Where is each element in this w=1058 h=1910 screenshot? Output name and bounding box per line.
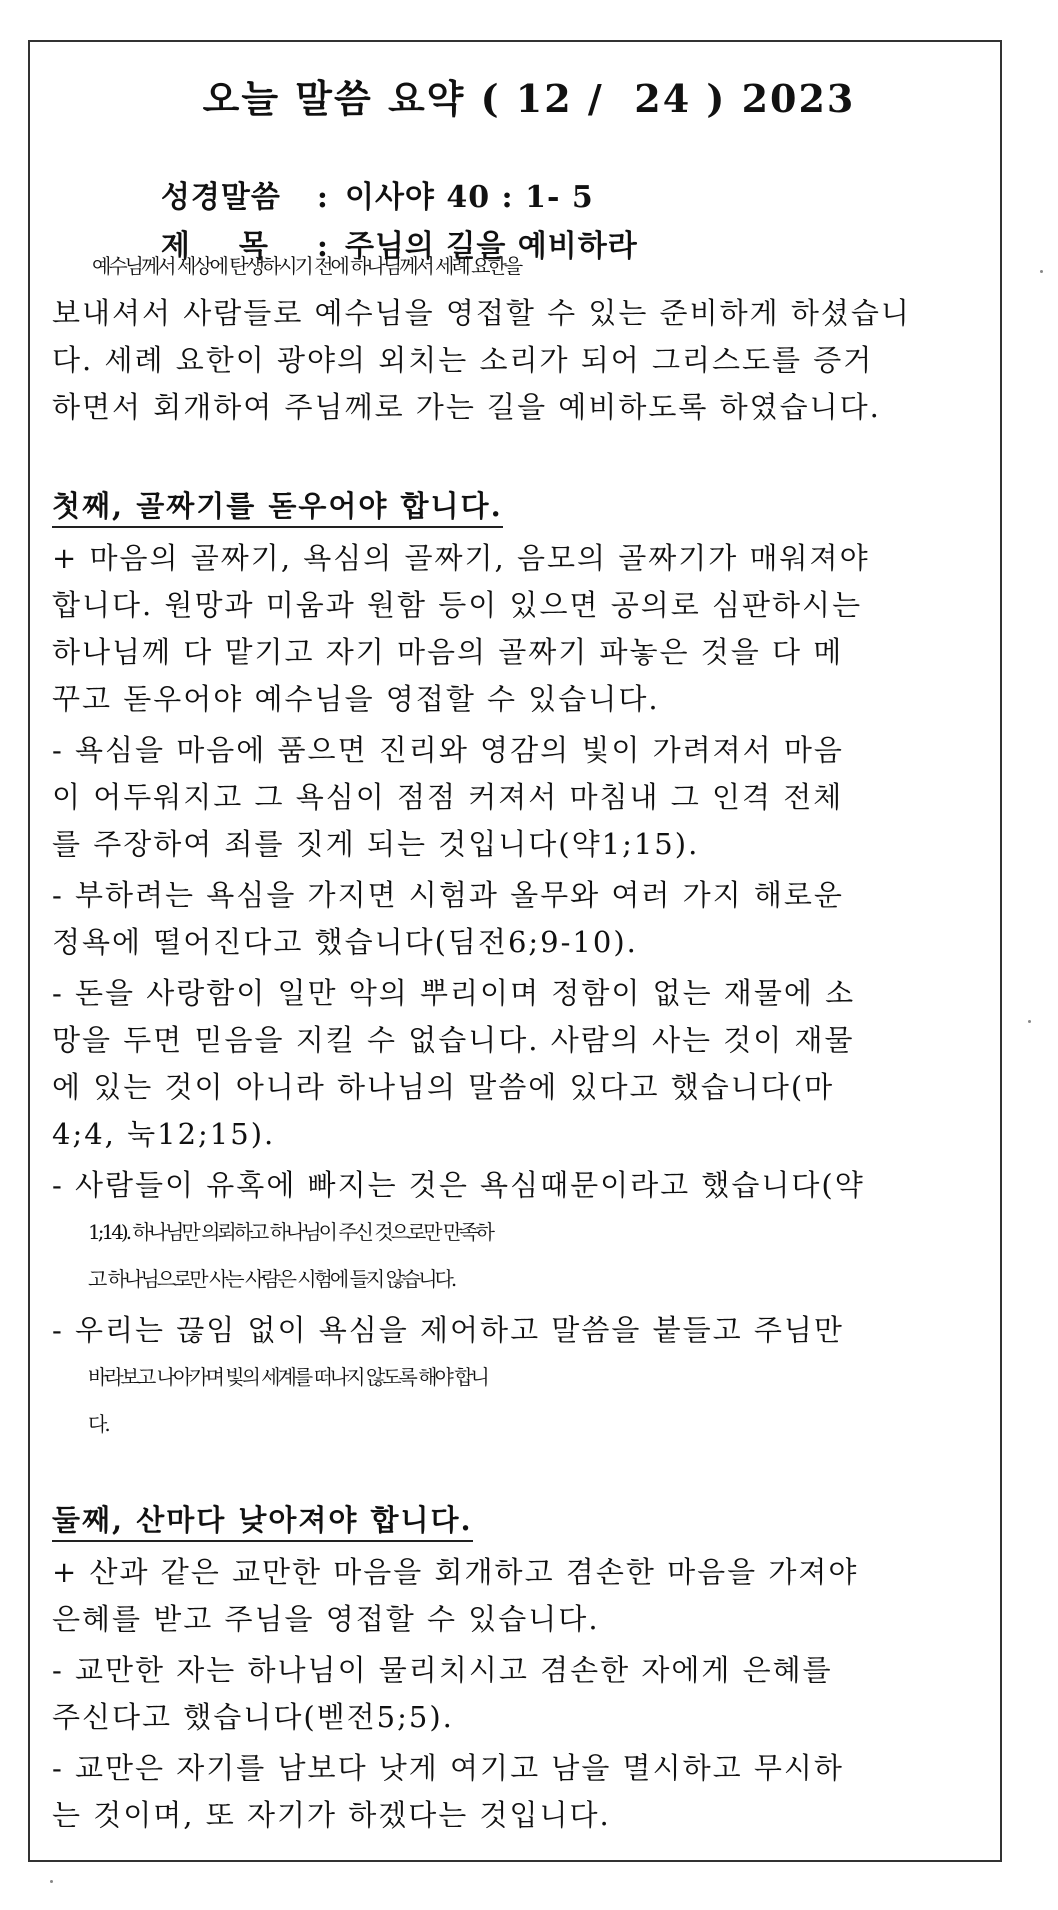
- topic-colon: :: [316, 229, 329, 264]
- scripture-label: 성경말씀: [160, 180, 281, 215]
- body-line: 를 주장하여 죄를 짓게 되는 것입니다(약1;15).: [52, 827, 700, 861]
- body-line: - 돈을 사랑함이 일만 악의 뿌리이며 정함이 없는 재물에 소: [52, 976, 856, 1010]
- body-line: 다.: [88, 1412, 108, 1436]
- intro-line: 하면서 회개하여 주님께로 가는 길을 예비하도록 하였습니다.: [52, 390, 881, 424]
- body-line: 이 어두워지고 그 욕심이 점점 커져서 마침내 그 인격 전체: [52, 780, 844, 814]
- intro-line: 보내셔서 사람들로 예수님을 영접할 수 있는 준비하게 하셨습니: [52, 296, 911, 330]
- body-line: 합니다. 원망과 미움과 원함 등이 있으면 공의로 심판하시는: [52, 588, 863, 622]
- intro-line: 다. 세례 요한이 광야의 외치는 소리가 되어 그리스도를 증거: [52, 343, 874, 377]
- body-line: + 산과 같은 교만한 마음을 회개하고 겸손한 마음을 가져야: [52, 1555, 859, 1589]
- section-heading-first: 첫째, 골짜기를 돋우어야 합니다.: [52, 486, 503, 528]
- body-line: 에 있는 것이 아니라 하나님의 말씀에 있다고 했습니다(마: [52, 1070, 835, 1104]
- body-line: 바라보고 나아가며 빛의 세계를 떠나지 않도록 해야 합니: [88, 1365, 487, 1389]
- body-line: - 욕심을 마음에 품으면 진리와 영감의 빛이 가려져서 마음: [52, 733, 844, 767]
- topic-label-part-1: 제: [160, 229, 190, 264]
- body-line: 1;14). 하나님만 의뢰하고 하나님이 주신 것으로만 만족하: [88, 1220, 492, 1244]
- body-line: 주신다고 했습니다(벧전5;5).: [52, 1700, 454, 1734]
- topic-value: 주님의 길을 예비하라: [344, 229, 638, 264]
- scripture-colon: :: [316, 180, 329, 215]
- body-line: 망을 두면 믿음을 지킬 수 없습니다. 사람의 사는 것이 재물: [52, 1023, 855, 1057]
- scripture-value: 이사야 40 : 1- 5: [344, 180, 594, 215]
- scan-speck: [50, 1880, 53, 1883]
- body-line: 4;4, 눅12;15).: [52, 1117, 276, 1151]
- body-line: 하나님께 다 맡기고 자기 마음의 골짜기 파놓은 것을 다 메: [52, 635, 844, 669]
- body-line: 정욕에 떨어진다고 했습니다(딤전6;9-10).: [52, 925, 638, 959]
- body-line: 꾸고 돋우어야 예수님을 영접할 수 있습니다.: [52, 682, 660, 716]
- intro-line: 예수님께서 세상에 탄생하시기 전에 하나님께서 세례 요한을: [92, 254, 521, 278]
- scan-speck: [1040, 270, 1043, 273]
- body-line: - 우리는 끊임 없이 욕심을 제어하고 말씀을 붙들고 주님만: [52, 1313, 844, 1347]
- topic-label-part-2: 목: [238, 229, 268, 264]
- section-heading-second: 둘째, 산마다 낮아져야 합니다.: [52, 1500, 473, 1542]
- page-title: 오늘 말씀 요약 ( 12 / 24 ) 2023: [202, 76, 856, 121]
- scan-speck: [1028, 1020, 1031, 1023]
- body-line: 고 하나님으로만 사는 사람은 시험에 들지 않습니다.: [88, 1267, 455, 1291]
- body-line: - 교만은 자기를 남보다 낫게 여기고 남을 멸시하고 무시하: [52, 1751, 844, 1785]
- body-line: 는 것이며, 또 자기가 하겠다는 것입니다.: [52, 1798, 611, 1832]
- body-line: - 부하려는 욕심을 가지면 시험과 올무와 여러 가지 해로운: [52, 878, 844, 912]
- body-line: 은혜를 받고 주님을 영접할 수 있습니다.: [52, 1602, 600, 1636]
- body-line: - 사람들이 유혹에 빠지는 것은 욕심때문이라고 했습니다(약: [52, 1168, 865, 1202]
- body-line: + 마음의 골짜기, 욕심의 골짜기, 음모의 골짜기가 매워져야: [52, 541, 870, 575]
- body-line: - 교만한 자는 하나님이 물리치시고 겸손한 자에게 은혜를: [52, 1653, 833, 1687]
